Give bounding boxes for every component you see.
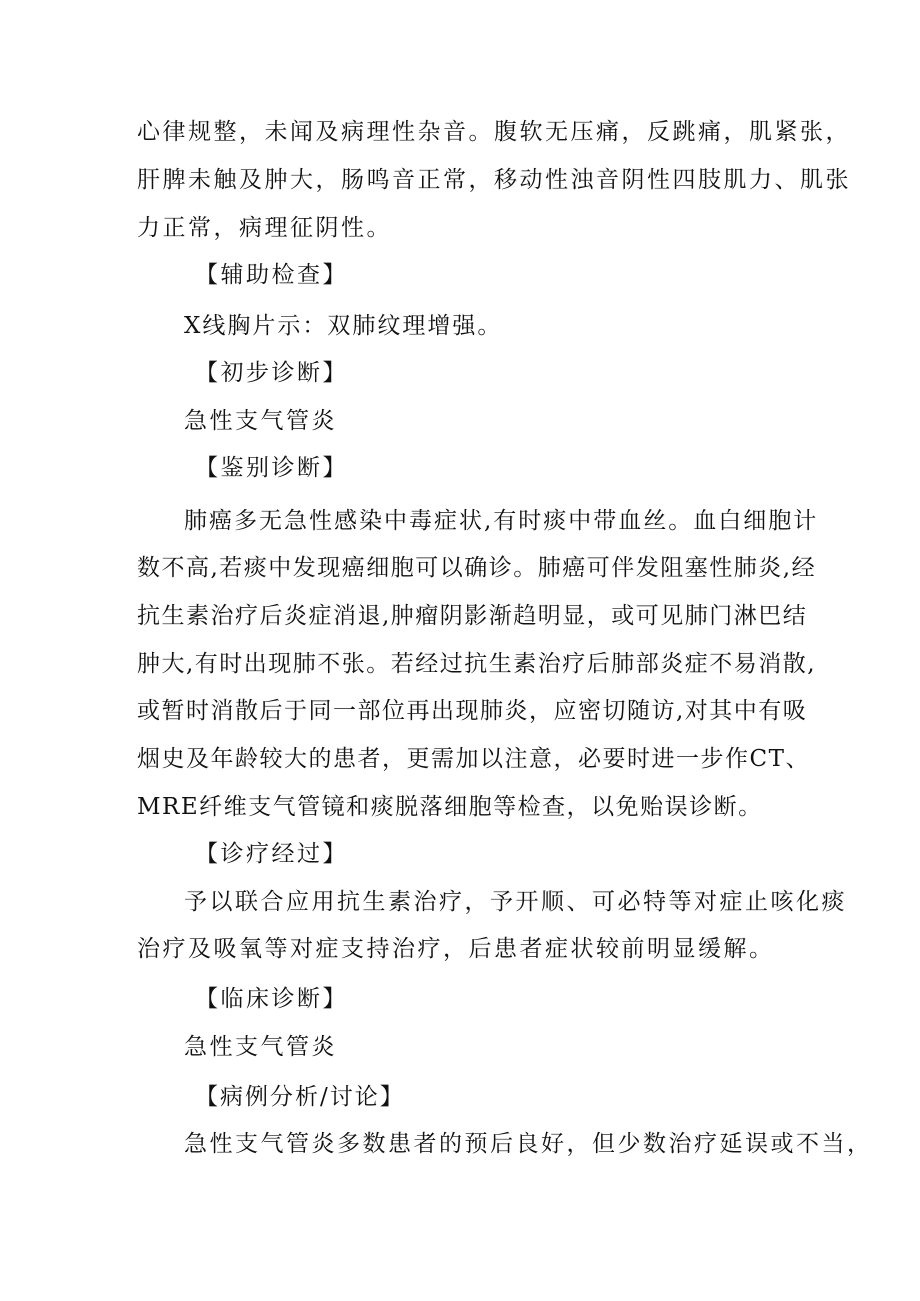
paragraph-line: 肝脾未触及肿大，肠鸣音正常，移动性浊音阴性四肢肌力、肌张: [137, 167, 851, 193]
paragraph-line: 肿大,有时出现肺不张。若经过抗生素治疗后肺部炎症不易消散,: [137, 651, 817, 677]
section-heading-differential-diagnosis: 【鉴别诊断】: [195, 455, 348, 481]
paragraph-line: 抗生素治疗后炎症消退,肿瘤阴影渐趋明显，或可见肺门淋巴结: [137, 603, 808, 629]
paragraph-line: 烟史及年龄较大的患者，更需加以注意，必要时进一步作CT、: [137, 746, 810, 772]
paragraph-line: 肺癌多无急性感染中毒症状,有时痰中带血丝。血白细胞计: [184, 508, 819, 534]
paragraph-line: MRE纤维支气管镜和痰脱落细胞等检查，以免贻误诊断。: [137, 794, 763, 820]
paragraph-line: 治疗及吸氧等对症支持治疗，后患者症状较前明显缓解。: [137, 936, 775, 962]
paragraph-line: 急性支气管炎: [184, 408, 337, 434]
section-heading-treatment-course: 【诊疗经过】: [195, 841, 348, 867]
paragraph-line: 或暂时消散后于同一部位再出现肺炎，应密切随访,对其中有吸: [137, 698, 808, 724]
section-heading-case-analysis: 【病例分析/讨论】: [195, 1084, 405, 1110]
paragraph-line: 力正常，病理征阴性。: [137, 215, 392, 241]
paragraph-line: X线胸片示：双肺纹理增强。: [184, 313, 503, 339]
section-heading-clinical-diagnosis: 【临床诊断】: [195, 986, 348, 1012]
paragraph-line: 数不高,若痰中发现癌细胞可以确诊。肺癌可伴发阻塞性肺炎,经: [137, 555, 817, 581]
paragraph-line: 予以联合应用抗生素治疗，予开顺、可必特等对症止咳化痰: [184, 889, 847, 915]
section-heading-auxiliary-exam: 【辅助检查】: [195, 262, 348, 288]
section-heading-preliminary-diagnosis: 【初步诊断】: [195, 360, 348, 386]
paragraph-line: 急性支气管炎多数患者的预后良好，但少数治疗延误或不当，: [184, 1131, 873, 1157]
paragraph-line: 心律规整，未闻及病理性杂音。腹软无压痛，反跳痛，肌紧张，: [137, 119, 851, 145]
paragraph-line: 急性支气管炎: [184, 1034, 337, 1060]
